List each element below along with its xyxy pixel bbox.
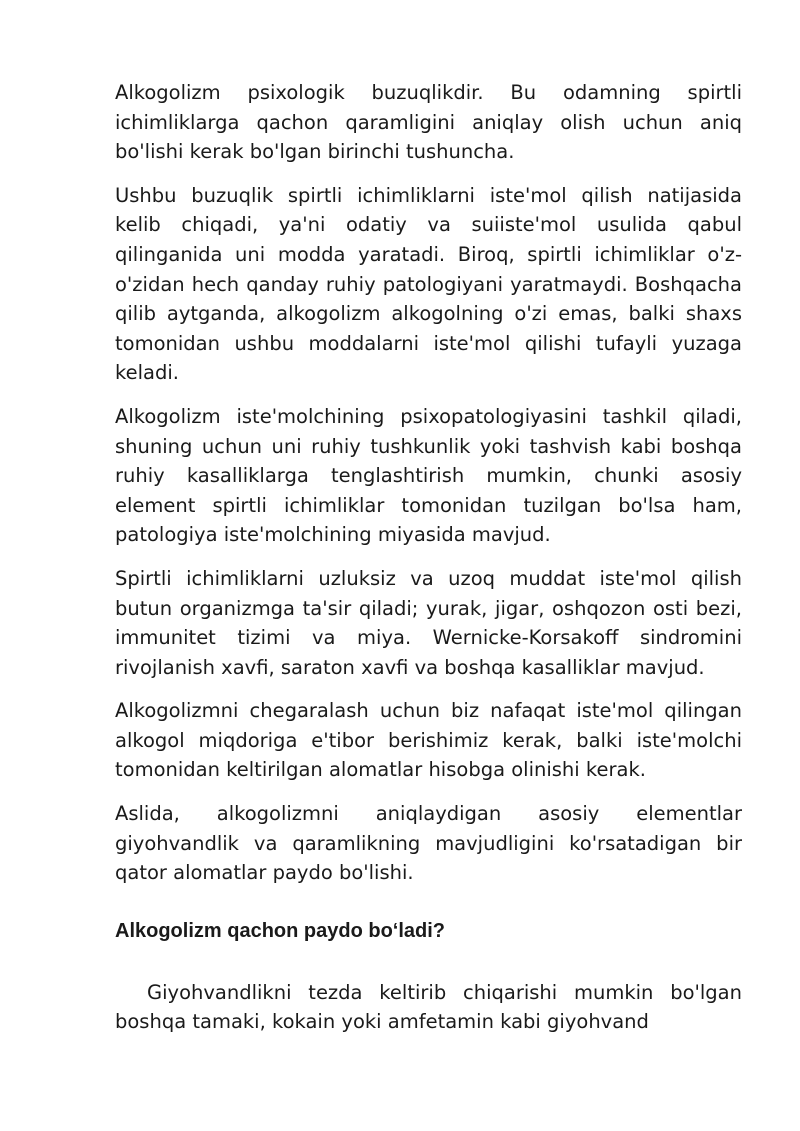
paragraph-2: Ushbu buzuqlik spirtli ichimliklarni iste'mol qilish natijasida kelib chiqadi, ya'ni odatiy va suiiste'mol usulida qabul qilinganida uni modda yaratadi. Biroq, spirtli ichimliklar o'z-o'zidan hech qanday ruhiy patologiyani yaratmaydi. Boshqacha qilib aytganda, alkogolizm alkogolning o'zi emas, balki shaxs tomonidan ushbu moddalarni iste'mol qilishi tufayli yuzaga keladi. — [115, 183, 742, 385]
paragraph-7: Giyohvandlikni tezda keltirib chiqarishi mumkin bo'lgan boshqa tamaki, kokain yoki amfetamin kabi giyohvand — [115, 980, 742, 1034]
paragraph-1: Alkogolizm psixologik buzuqlikdir. Bu odamning spirtli ichimliklarga qachon qaramligini aniqlay olish uchun aniq bo'lishi kerak bo'lgan birinchi tushuncha. — [115, 81, 742, 164]
document-page — [115, 78, 742, 1051]
paragraph-3: Alkogolizm iste'molchining psixopatologiyasini tashkil qiladi, shuning uchun uni ruhiy tushkunlik yoki tashvish kabi boshqa ruhiy kasalliklarga tenglashtirish mumkin, chunki asosiy element spirtli ichimliklar tomonidan tuzilgan bo'lsa ham, patologiya iste'molchining miyasida mavjud. — [115, 404, 742, 547]
paragraph-4: Spirtli ichimliklarni uzluksiz va uzoq muddat iste'mol qilish butun organizmga ta'sir qiladi; yurak, jigar, oshqozon osti bezi, immunitet tizimi va miya. Wernicke-Korsakoff sindromini rivojlanish xavfi, saraton xavfi va boshqa kasalliklar mavjud. — [115, 566, 742, 679]
paragraph-5: Alkogolizmni chegaralash uchun biz nafaqat iste'mol qilingan alkogol miqdoriga e'tibor berishimiz kerak, balki iste'molchi tomonidan keltirilgan alomatlar hisobga olinishi kerak. — [115, 699, 742, 782]
paragraph-6: Aslida, alkogolizmni aniqlaydigan asosiy elementlar giyohvandlik va qaramlikning mavjudligini ko'rsatadigan bir qator alomatlar paydo bo'lishi. — [115, 802, 742, 885]
section-heading: Alkogolizm qachon paydo bo‘ladi? — [115, 919, 446, 942]
